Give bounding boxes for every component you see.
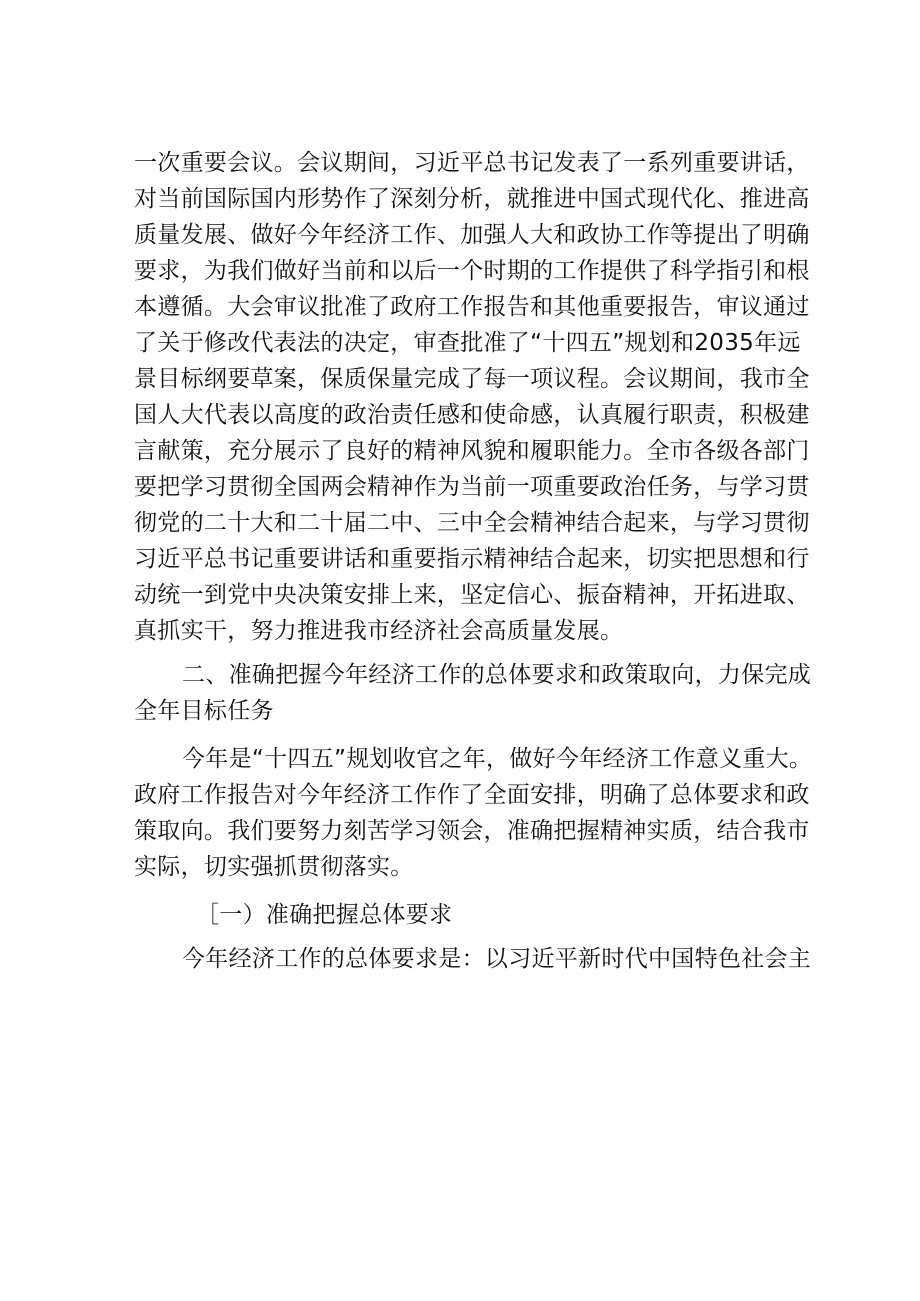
- text-line: 真抓实干，努力推进我市经济社会高质量发展。: [134, 618, 624, 644]
- text-line: 对当前国际国内形势作了深刻分析，就推进中国式现代化、推进高: [134, 186, 810, 212]
- text-line: 言献策，充分展示了良好的精神风貌和履职能力。全市各级各部门: [134, 438, 810, 464]
- text-line: 景目标纲要草案，保质保量完成了每一项议程。会议期间，我市全: [134, 366, 810, 392]
- text-line: 要把学习贯彻全国两会精神作为当前一项重要政治任务，与学习贯: [134, 474, 810, 500]
- document-body: [134, 145, 813, 977]
- text-line: 一次重要会议。会议期间，习近平总书记发表了一系列重要讲话，: [134, 150, 810, 176]
- heading-line: 全年目标任务: [134, 698, 274, 724]
- text-line: 习近平总书记重要讲话和重要指示精神结合起来，切实把思想和行: [134, 546, 810, 572]
- text-line: 今年是“十四五”规划收官之年，做好今年经济工作意义重大。: [182, 746, 813, 772]
- text-line: 质量发展、做好今年经济工作、加强人大和政协工作等提出了明确: [134, 222, 810, 248]
- paragraph-meeting-summary: [134, 145, 810, 649]
- heading-line: 二、准确把握今年经济工作的总体要求和政策取向，力保完成: [182, 662, 812, 688]
- text-line: 今年经济工作的总体要求是：以习近平新时代中国特色社会主: [182, 946, 812, 972]
- subsection-heading: ［一）准确把握总体要求: [196, 902, 453, 928]
- paragraph-economic-work: [134, 741, 813, 885]
- text-line: 了关于修改代表法的决定，审查批准了“十四五”规划和2035年远: [134, 330, 801, 356]
- text-line: 动统一到党中央决策安排上来，坚定信心、振奋精神，开拓进取、: [134, 582, 810, 608]
- text-line: 要求，为我们做好当前和以后一个时期的工作提供了科学指引和根: [134, 258, 810, 284]
- section-heading-2: [134, 657, 812, 729]
- text-line: 本遵循。大会审议批准了政府工作报告和其他重要报告，审议通过: [134, 294, 810, 320]
- text-line: 政府工作报告对今年经济工作作了全面安排，明确了总体要求和政: [134, 782, 810, 808]
- text-line: 策取向。我们要努力刻苦学习领会，准确把握精神实质，结合我市: [134, 818, 810, 844]
- text-line: 彻党的二十大和二十届二中、三中全会精神结合起来，与学习贯彻: [134, 510, 810, 536]
- text-line: 国人大代表以高度的政治责任感和使命感，认真履行职责，积极建: [134, 402, 810, 428]
- paragraph-overall-requirements: [134, 941, 812, 977]
- text-line: 实际，切实强抓贯彻落实。: [134, 854, 414, 880]
